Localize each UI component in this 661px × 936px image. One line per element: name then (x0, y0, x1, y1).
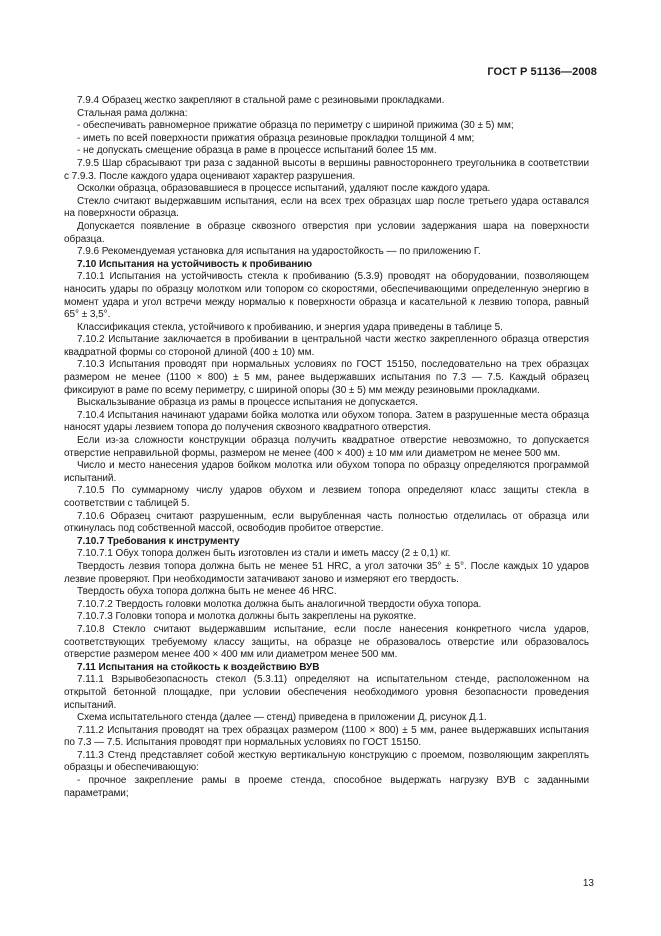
paragraph: 7.10.8 Стекло считают выдержавшим испытание, если после нанесения конкретного числа ударов, соответствующих требуемому классу защиты, на образце не образовалось отверстие или образовалось отверстие размером менее 400 × 400 мм или диаметром менее 500 мм. (64, 623, 589, 661)
section-heading: 7.10.7 Требования к инструменту (77, 535, 240, 547)
paragraph: Осколки образца, образовавшиеся в процессе испытаний, удаляют после каждого удара. (77, 183, 491, 195)
document-id-header: ГОСТ Р 51136—2008 (487, 66, 597, 78)
paragraph: 7.10.2 Испытание заключается в пробивании в центральной части жестко закрепленного образца отверстия квадратной формы со стороной длиной (400 ± 10) мм. (64, 334, 589, 358)
paragraph: 7.9.6 Рекомендуемая установка для испытания на ударостойкость — по приложению Г. (77, 246, 481, 258)
paragraph: 7.10.4 Испытания начинают ударами бойка молотка или обухом топора. Затем в разрушенные места образца наносят удары лезвием топора до получения сквозного квадратного отверстия. (64, 409, 589, 434)
section-heading: 7.10 Испытания на устойчивость к пробиванию (77, 258, 312, 270)
paragraph: Если из-за сложности конструкции образца получить квадратное отверстие невозможно, то допускается отверстие неправильной формы, размером не менее (400 × 400) ± 10 мм или диаметром не менее 500 мм. (64, 435, 589, 459)
paragraph: 7.10.7.2 Твердость головки молотка должна быть аналогичной твердости обуха топора. (77, 598, 482, 610)
paragraph: - не допускать смещение образца в раме в процессе испытаний более 15 мм. (77, 145, 437, 157)
paragraph: Стекло считают выдержавшим испытания, если на всех трех образцах шар после третьего удара оставался на поверхности образца. (64, 195, 589, 220)
paragraph: 7.10.3 Испытания проводят при нормальных условиях по ГОСТ 15150, последовательно на трех образцах размером не менее (1100 × 800) ± 5 мм, ранее выдержавших испытания по 7.3 — 7.5. Каждый образец фиксируют в раме по всему периметру, с шириной опоры (30 ± 5) мм между резиновыми прокладками. (64, 359, 589, 396)
paragraph: Классификация стекла, устойчивого к пробиванию, и энергия удара приведены в таблице 5. (77, 321, 503, 333)
paragraph: 7.11.3 Стенд представляет собой жесткую вертикальную конструкцию с проемом, позволяющим закреплять образцы и обеспечивающую: (64, 749, 589, 774)
paragraph: 7.10.7.3 Головки топора и молотка должны быть закреплены на рукоятке. (77, 611, 417, 623)
document-body (64, 95, 589, 800)
paragraph: Выскальзывание образца из рамы в процессе испытания не допускается. (77, 397, 418, 409)
paragraph: Твердость лезвия топора должна быть не менее 51 HRC, а угол заточки 35° ± 5°. После каждых 10 ударов лезвие проверяют. При необходимости затачивают заново и измеряют его твердость. (64, 560, 589, 585)
paragraph: 7.11.1 Взрывобезопасность стекол (5.3.11) определяют на испытательном стенде, расположенном на открытой бетонной площадке, при условии обеспечения необходимого уровня безопасности проведения испытаний. (64, 674, 589, 711)
paragraph: 7.9.5 Шар сбрасывают три раза с заданной высоты в вершины равностороннего треугольника в соответствии с 7.9.3. После каждого удара оценивают характер разрушения. (64, 157, 589, 182)
paragraph: 7.10.7.1 Обух топора должен быть изготовлен из стали и иметь массу (2 ± 0,1) кг. (77, 548, 451, 560)
paragraph: - прочное закрепление рамы в проеме стенда, способное выдержать нагрузку ВУВ с заданными параметрами; (64, 775, 589, 799)
paragraph: 7.10.1 Испытания на устойчивость стекла к пробиванию (5.3.9) проводят на оборудовании, позволяющем наносить удары по образцу молотком или топором со скоростями, обеспечивающими определенную энергию в момент удара и угол встречи между нормалью к поверхности образца и касательной к лезвию топора, равный 65° ± 3,5°. (64, 271, 589, 321)
paragraph: Стальная рама должна: (77, 107, 188, 119)
paragraph: 7.11.2 Испытания проводят на трех образцах размером (1100 × 800) ± 5 мм, ранее выдержавших испытания по 7.3 — 7.5. Испытания проводят при нормальных условиях по ГОСТ 15150. (64, 724, 589, 749)
paragraph: 7.10.6 Образец считают разрушенным, если вырубленная часть полностью отделилась от образца или откинулась под собственной массой, освободив пробитое отверстие. (64, 510, 589, 535)
paragraph: 7.9.4 Образец жестко закрепляют в стальной раме с резиновыми прокладками. (77, 95, 445, 106)
paragraph: Число и место нанесения ударов бойком молотка или обухом топора по образцу определяются программой испытаний. (64, 460, 589, 484)
paragraph: Схема испытательного стенда (далее — стенд) приведена в приложении Д, рисунок Д.1. (77, 712, 487, 724)
section-heading: 7.11 Испытания на стойкость к воздействию ВУВ (77, 661, 320, 673)
paragraph: 7.10.5 По суммарному числу ударов обухом и лезвием топора определяют класс защиты стекла в соответствии с таблицей 5. (64, 485, 589, 509)
paragraph: - иметь по всей поверхности прижатия образца резиновые прокладки толщиной 4 мм; (77, 132, 475, 144)
paragraph: - обеспечивать равномерное прижатие образца по периметру с шириной прижима (30 ± 5) мм; (77, 120, 514, 132)
paragraph: Твердость обуха топора должна быть не менее 46 HRC. (77, 586, 337, 598)
paragraph: Допускается появление в образце сквозного отверстия при условии задержания шара на поверхности образца. (64, 220, 589, 245)
page-number: 13 (582, 878, 594, 889)
